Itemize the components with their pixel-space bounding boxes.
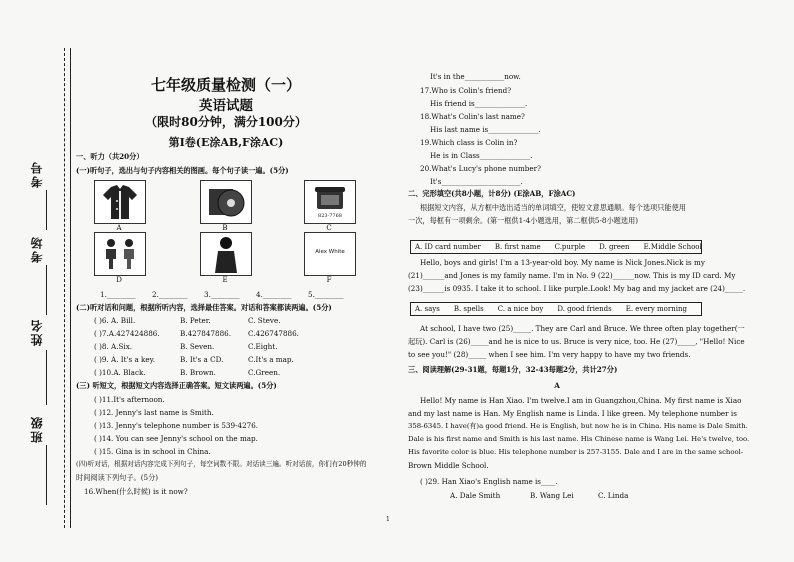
picture-label-b: B — [222, 224, 228, 232]
answer-blank-4[interactable]: 4.________ — [256, 290, 292, 299]
cloze-para1-line2: (21)______and Jones is my family name. I'm in No. 9 (22)______now. This is my ID card. My — [408, 271, 736, 280]
picture-label-a: A — [116, 224, 122, 232]
q8-c: C.Eight. — [248, 342, 278, 351]
exam-title: 七年级质量检测（一） — [150, 76, 301, 94]
exam-limits: （限时80分钟，满分100分） — [145, 115, 307, 129]
picture-jacket — [94, 180, 146, 224]
class-label: 班级 — [30, 415, 44, 443]
q9: ( )9. A. It's a key. — [94, 355, 156, 364]
passage-a-line1: Hello! My name is Han Xiao. I'm twelve.I am in Guangzhou,China. My first name is Xiao — [420, 396, 742, 405]
q9-c: C.It's a map. — [248, 355, 294, 364]
picture-sign — [304, 232, 356, 276]
cloze-instruction-line2: 一次，每框有一项剩余。(第一框供1-4小题选用，第二框供5-8小题选用) — [408, 216, 639, 225]
q29: ( )29. Han Xiao's English name is____. — [420, 477, 558, 486]
q18-answer-line: His last name is______________. — [430, 125, 541, 134]
q7-c: C.426747886. — [248, 329, 299, 338]
q16: 16.When(什么时候) is it now? — [84, 487, 188, 496]
q29-option-b[interactable]: B. Wang Lei — [530, 491, 574, 500]
name-label: 姓名 — [30, 318, 44, 346]
q9-b: B. It's a CD. — [180, 355, 224, 364]
cloze-para2-line3: to see you!" (28)_____ when I see him. I'm very happy to have my two friends. — [408, 350, 691, 359]
listening-heading: 一、听力（共20分） — [76, 152, 144, 161]
exam-room-label: 考场 — [30, 235, 44, 263]
girl-icon — [201, 233, 251, 275]
picture-telephone — [304, 180, 356, 224]
answer-blank-1[interactable]: 1.________ — [100, 290, 136, 299]
picture-label-e: E — [222, 276, 228, 284]
q15: ( )15. Gina is in school in China. — [94, 447, 211, 456]
word-box-2 — [410, 302, 702, 316]
picture-people — [94, 232, 146, 276]
q16-answer-line: It's in the___________now. — [430, 72, 521, 81]
listening-section4-heading-line2: 时间阅读下列句子。(5分) — [76, 473, 159, 482]
name-field[interactable] — [46, 350, 47, 405]
cloze-instruction-line1: 根据短文内容，从方框中选出适当的单词填空，使短文意思通顺。每个选项只能使用 — [420, 203, 686, 212]
page-number: 1 — [386, 516, 390, 523]
answer-blank-5[interactable]: 5.________ — [308, 290, 344, 299]
passage-a-line6: Brown Middle School. — [408, 461, 489, 470]
exam-number-field[interactable] — [46, 190, 47, 230]
picture-label-f: F — [326, 276, 332, 284]
answer-blank-3[interactable]: 3.________ — [204, 290, 240, 299]
q29-option-c[interactable]: C. Linda — [598, 491, 629, 500]
picture-label-c: C — [326, 224, 332, 232]
passage-a-line4: Dale is his first name and Smith is his last name. His Chinese name is Wang Lei. He's twelve, too. — [408, 435, 750, 443]
q19-answer-line: He is in Class______________. — [430, 151, 533, 160]
listening-section1-heading: (一)听句子，选出与句子内容相关的图画。每个句子读一遍。(5分) — [76, 166, 289, 175]
q13: ( )13. Jenny's telephone number is 539-4276. — [94, 421, 259, 430]
part-one-heading: 第Ⅰ卷(E涂AB,F涂AC) — [168, 136, 284, 149]
listening-section3-heading: (三) 听短文，根据短文内容选择正确答案。短文读两遍。(5分) — [76, 381, 277, 390]
reading-heading: 三、阅读理解(29-31题，每题1分，32-43每题2分，共计27分) — [408, 365, 618, 374]
q10-c: C.Green. — [248, 368, 281, 377]
cloze-para1-line1: Hello, boys and girls! I'm a 13-year-old boy. My name is Nick Jones.Nick is my — [420, 258, 705, 267]
passage-a-line2: and my last name is Han. My English name is Linda. I like green. My telephone number is — [408, 409, 737, 418]
picture-cd — [200, 180, 252, 224]
word-box-1-d: D. green — [599, 243, 630, 251]
cloze-para2-line2: 起玩). Carl is (26)_____and he is nice to us. Bruce is very nice, too. He (27)_____, "Hello! Nice — [408, 337, 745, 346]
class-field[interactable] — [46, 445, 47, 505]
q8-b: B. Seven. — [180, 342, 215, 351]
passage-a-line3: 358-6345. I have(有)a good friend. He is English, but now he is in China. His name is Dale Smith. — [408, 422, 748, 430]
q6: ( )6. A. Bill. — [94, 316, 136, 325]
q14: ( )14. You can see Jenny's school on the map. — [94, 434, 258, 443]
passage-a-letter: A — [554, 381, 560, 390]
q6-b: B. Peter. — [180, 316, 211, 325]
binding-margin — [28, 40, 78, 540]
q20: 20.What's Lucy's phone number? — [420, 164, 541, 173]
word-box-2-a: A. says — [415, 305, 440, 313]
q6-c: C. Steve. — [248, 316, 281, 325]
q7: ( )7.A.427424886. — [94, 329, 160, 338]
word-box-2-d: D. good friends — [557, 305, 612, 313]
q11: ( )11.It's afternoon. — [94, 395, 165, 404]
picture-girl — [200, 232, 252, 276]
cloze-heading: 二、完形填空(共8小题，计8分) (E涂AB，F涂AC) — [408, 189, 576, 198]
q7-b: B.427847886. — [180, 329, 232, 338]
q10: ( )10.A. Black. — [94, 368, 146, 377]
jacket-icon — [95, 181, 145, 223]
exam-number-label: 考号 — [30, 160, 44, 188]
answer-blank-2[interactable]: 2.________ — [152, 290, 188, 299]
word-box-1-a: A. ID card number — [415, 243, 481, 251]
q18: 18.What's Colin's last name? — [420, 112, 525, 121]
binding-dashed-line — [64, 48, 65, 528]
q17-answer-line: His friend is______________. — [430, 99, 528, 108]
cd-icon — [201, 181, 251, 223]
listening-section4-heading-line1: (四)听对话，根据对话内容完成下列句子，每空词数不限。对话读三遍。听对话前，你们有20秒钟的 — [76, 460, 367, 468]
exam-room-field[interactable] — [46, 265, 47, 315]
word-box-2-b: B. spells — [453, 305, 484, 313]
word-box-1 — [410, 240, 702, 254]
telephone-number-text: 823-7768 — [318, 213, 342, 219]
cloze-para1-line3: (23)______is 0935. I take it to school. I like purple.Look! My bag and my jacket are (24)_____. — [408, 284, 746, 293]
q8: ( )8. A.Six. — [94, 342, 133, 351]
listening-section2-heading: (二)听对话和问题，根据所听内容，选择最佳答案。对话和答案都读两遍。(5分) — [76, 303, 332, 312]
q19: 19.Which class is Colin in? — [420, 138, 518, 147]
word-box-2-e: E. every morning — [625, 305, 687, 313]
q17: 17.Who is Colin's friend? — [420, 86, 512, 95]
q12: ( )12. Jenny's last name is Smith. — [94, 408, 214, 417]
sign-text: Alex White — [315, 249, 345, 255]
q10-b: B. Brown. — [180, 368, 216, 377]
cloze-para2-line1: At school, I have two (25)_____. They are Carl and Bruce. We three often play together(一 — [420, 324, 745, 333]
picture-label-d: D — [116, 276, 122, 284]
passage-a-line5: His favorite color is blue. His telephone number is 257-3155. Dale and I are in the same school- — [408, 448, 744, 456]
binding-solid-line — [70, 48, 71, 528]
word-box-1-c: C.purple — [554, 243, 586, 251]
word-box-1-b: B. first name — [494, 243, 541, 251]
q20-answer-line: It's______________________. — [430, 177, 523, 186]
q29-option-a[interactable]: A. Dale Smith — [450, 491, 501, 500]
word-box-1-e: E.Middle School — [643, 243, 702, 251]
word-box-2-c: C. a nice boy — [497, 305, 544, 313]
people-icon — [95, 233, 145, 275]
exam-subject: 英语试题 — [199, 98, 253, 114]
